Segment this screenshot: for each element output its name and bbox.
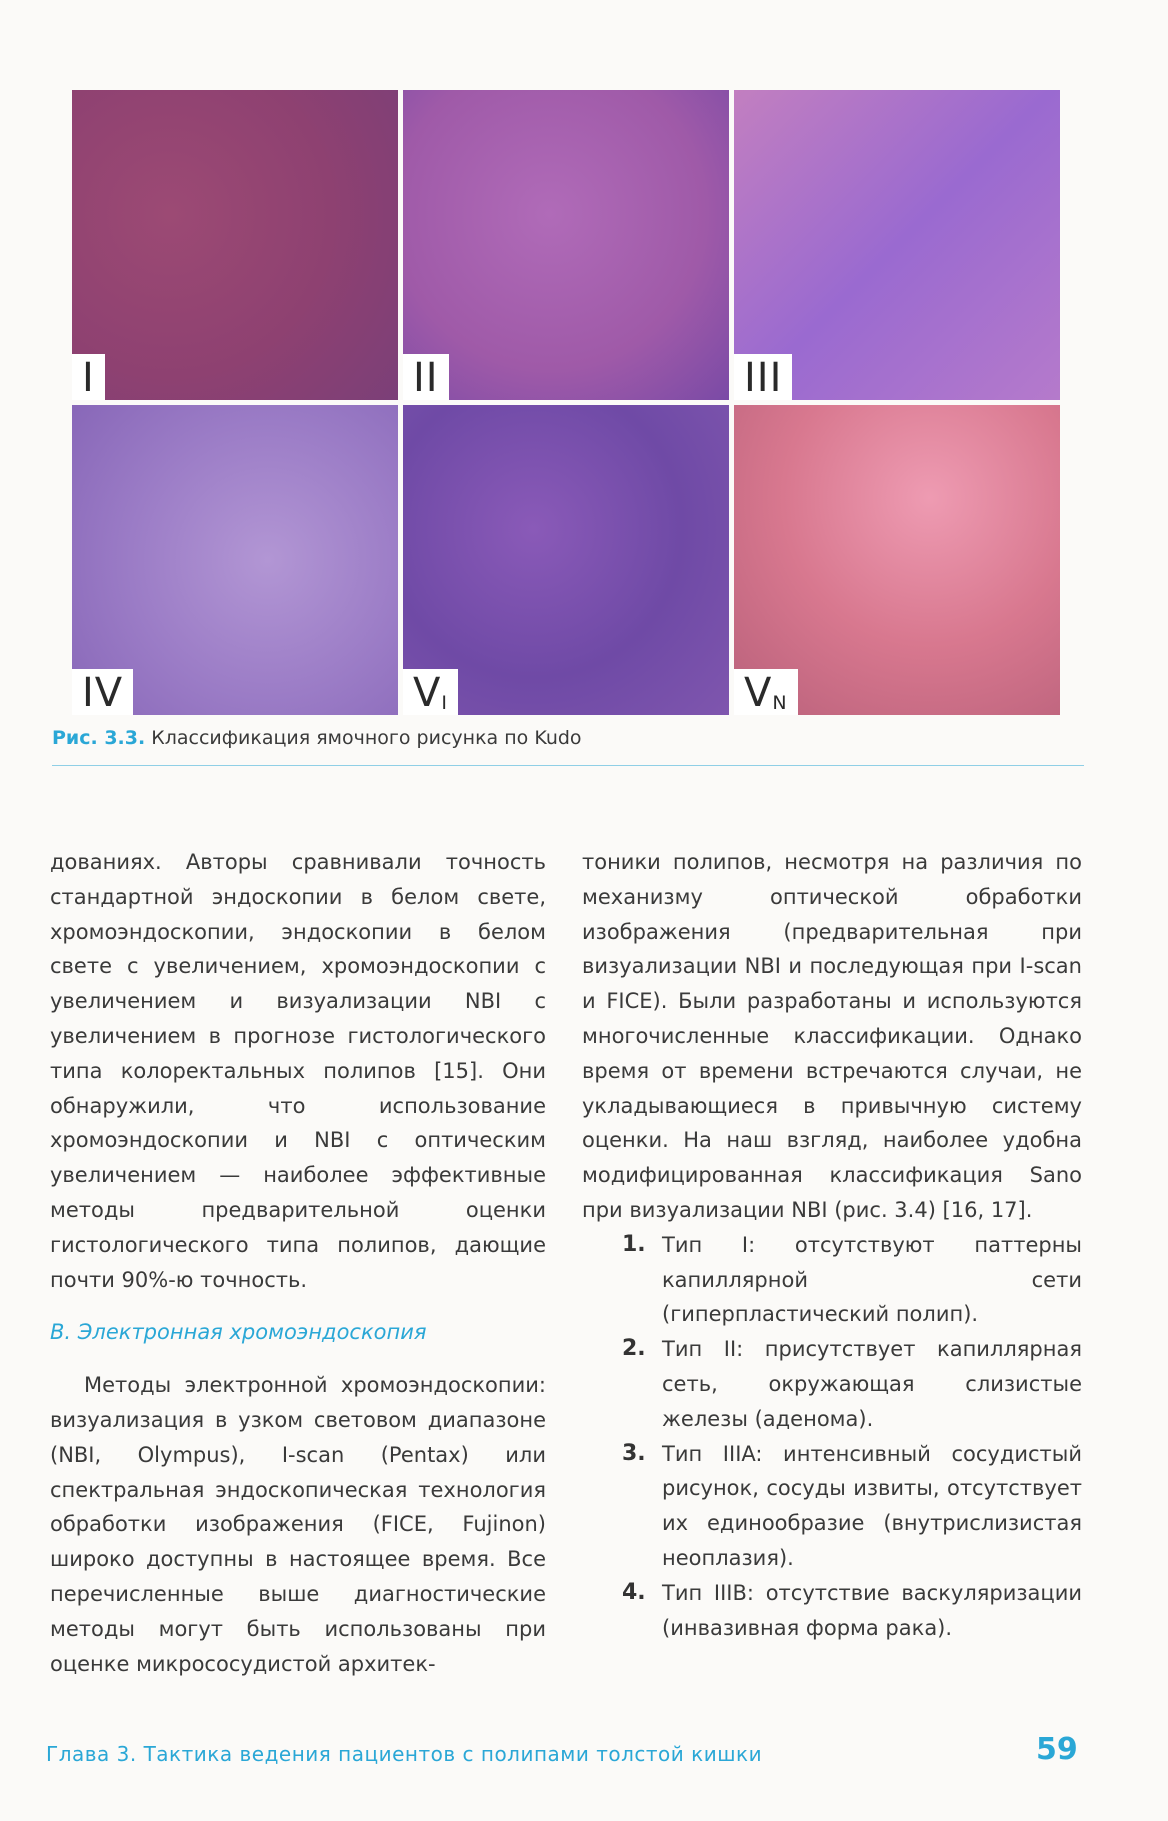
list-item: 2. Тип II: присутствует капиллярная сеть, окружающая слизистые железы (аденома). [622, 1336, 1082, 1431]
page-number: 59 [1036, 1732, 1078, 1767]
panel-label: IV [72, 669, 133, 715]
list-item: 3. Тип IIIA: интенсивный сосудистый рисунок, сосуды извиты, отсутствует их единообразие (внутрислизистая неоплазия). [622, 1440, 1082, 1570]
panel-label: $V_N$ [734, 669, 798, 715]
figure-kudo [72, 90, 1069, 715]
micrograph-panel-3 [734, 90, 1060, 400]
panel-label: I [72, 354, 105, 400]
micrograph-panel-1 [72, 90, 398, 400]
micrograph-panel-6 [734, 405, 1060, 715]
caption-divider [52, 765, 1084, 766]
numbered-list [582, 1228, 1082, 1646]
caption-number: Рис. 3.3. [52, 727, 146, 749]
running-footer: Глава 3. Тактика ведения пациентов с полипами толстой кишки [46, 1742, 763, 1766]
paragraph: дованиях. Авторы сравнивали точность стандартной эндоскопии в белом свете, хромоэндоскопии, эндоскопии в белом свете с увеличением, хромоэндоскопии с увеличением и визуализации NBI с увеличением в прогнозе гистологического типа колоректальных полипов [15]. Они обнаружили, что использование хромоэндоскопии и NBI с оптическим увеличением — наиболее эффективные методы предварительной оценки гистологического типа полипов, дающие почти 90%-ю точность. [50, 850, 546, 1292]
paragraph: тоники полипов, несмотря на различия по механизму оптической обработки изображения (предварительная при визуализации NBI и последующая при I-scan и FICE). Были разработаны и используются многочисленные классификации. Однако время от времени встречаются случаи, не укладывающиеся в привычную систему оценки. На наш взгляд, наиболее удобна модифицированная классификация Sano при визуализации NBI (рис. 3.4) [16, 17]. [582, 850, 1082, 1222]
paragraph: Методы электронной хромоэндоскопии: визуализация в узком световом диапазоне (NBI, Olympus), I-scan (Pentax) или спектральная эндоскопическая технология обработки изображения (FICE, Fujinon) широко доступны в настоящее время. Все перечисленные выше диагностические методы могут быть использованы при оценке микрососудистой архитек- [50, 1373, 546, 1676]
figure-caption [52, 727, 582, 749]
micrograph-panel-2 [403, 90, 729, 400]
caption-text: Классификация ямочного рисунка по Kudo [151, 727, 582, 749]
section-subheading: В. Электронная хромоэндоскопия [50, 1320, 427, 1345]
micrograph-panel-4 [72, 405, 398, 715]
micrograph-panel-5 [403, 405, 729, 715]
panel-label: II [403, 354, 449, 400]
list-item: 4. Тип IIIB: отсутствие васкуляризации (инвазивная форма рака). [622, 1579, 1082, 1640]
panel-label: III [734, 354, 792, 400]
panel-label: $V_I$ [403, 669, 458, 715]
right-column [582, 845, 1082, 1645]
left-column [50, 845, 546, 1681]
list-item: 1. Тип I: отсутствуют паттерны капиллярной сети (гиперпластический полип). [622, 1231, 1082, 1327]
